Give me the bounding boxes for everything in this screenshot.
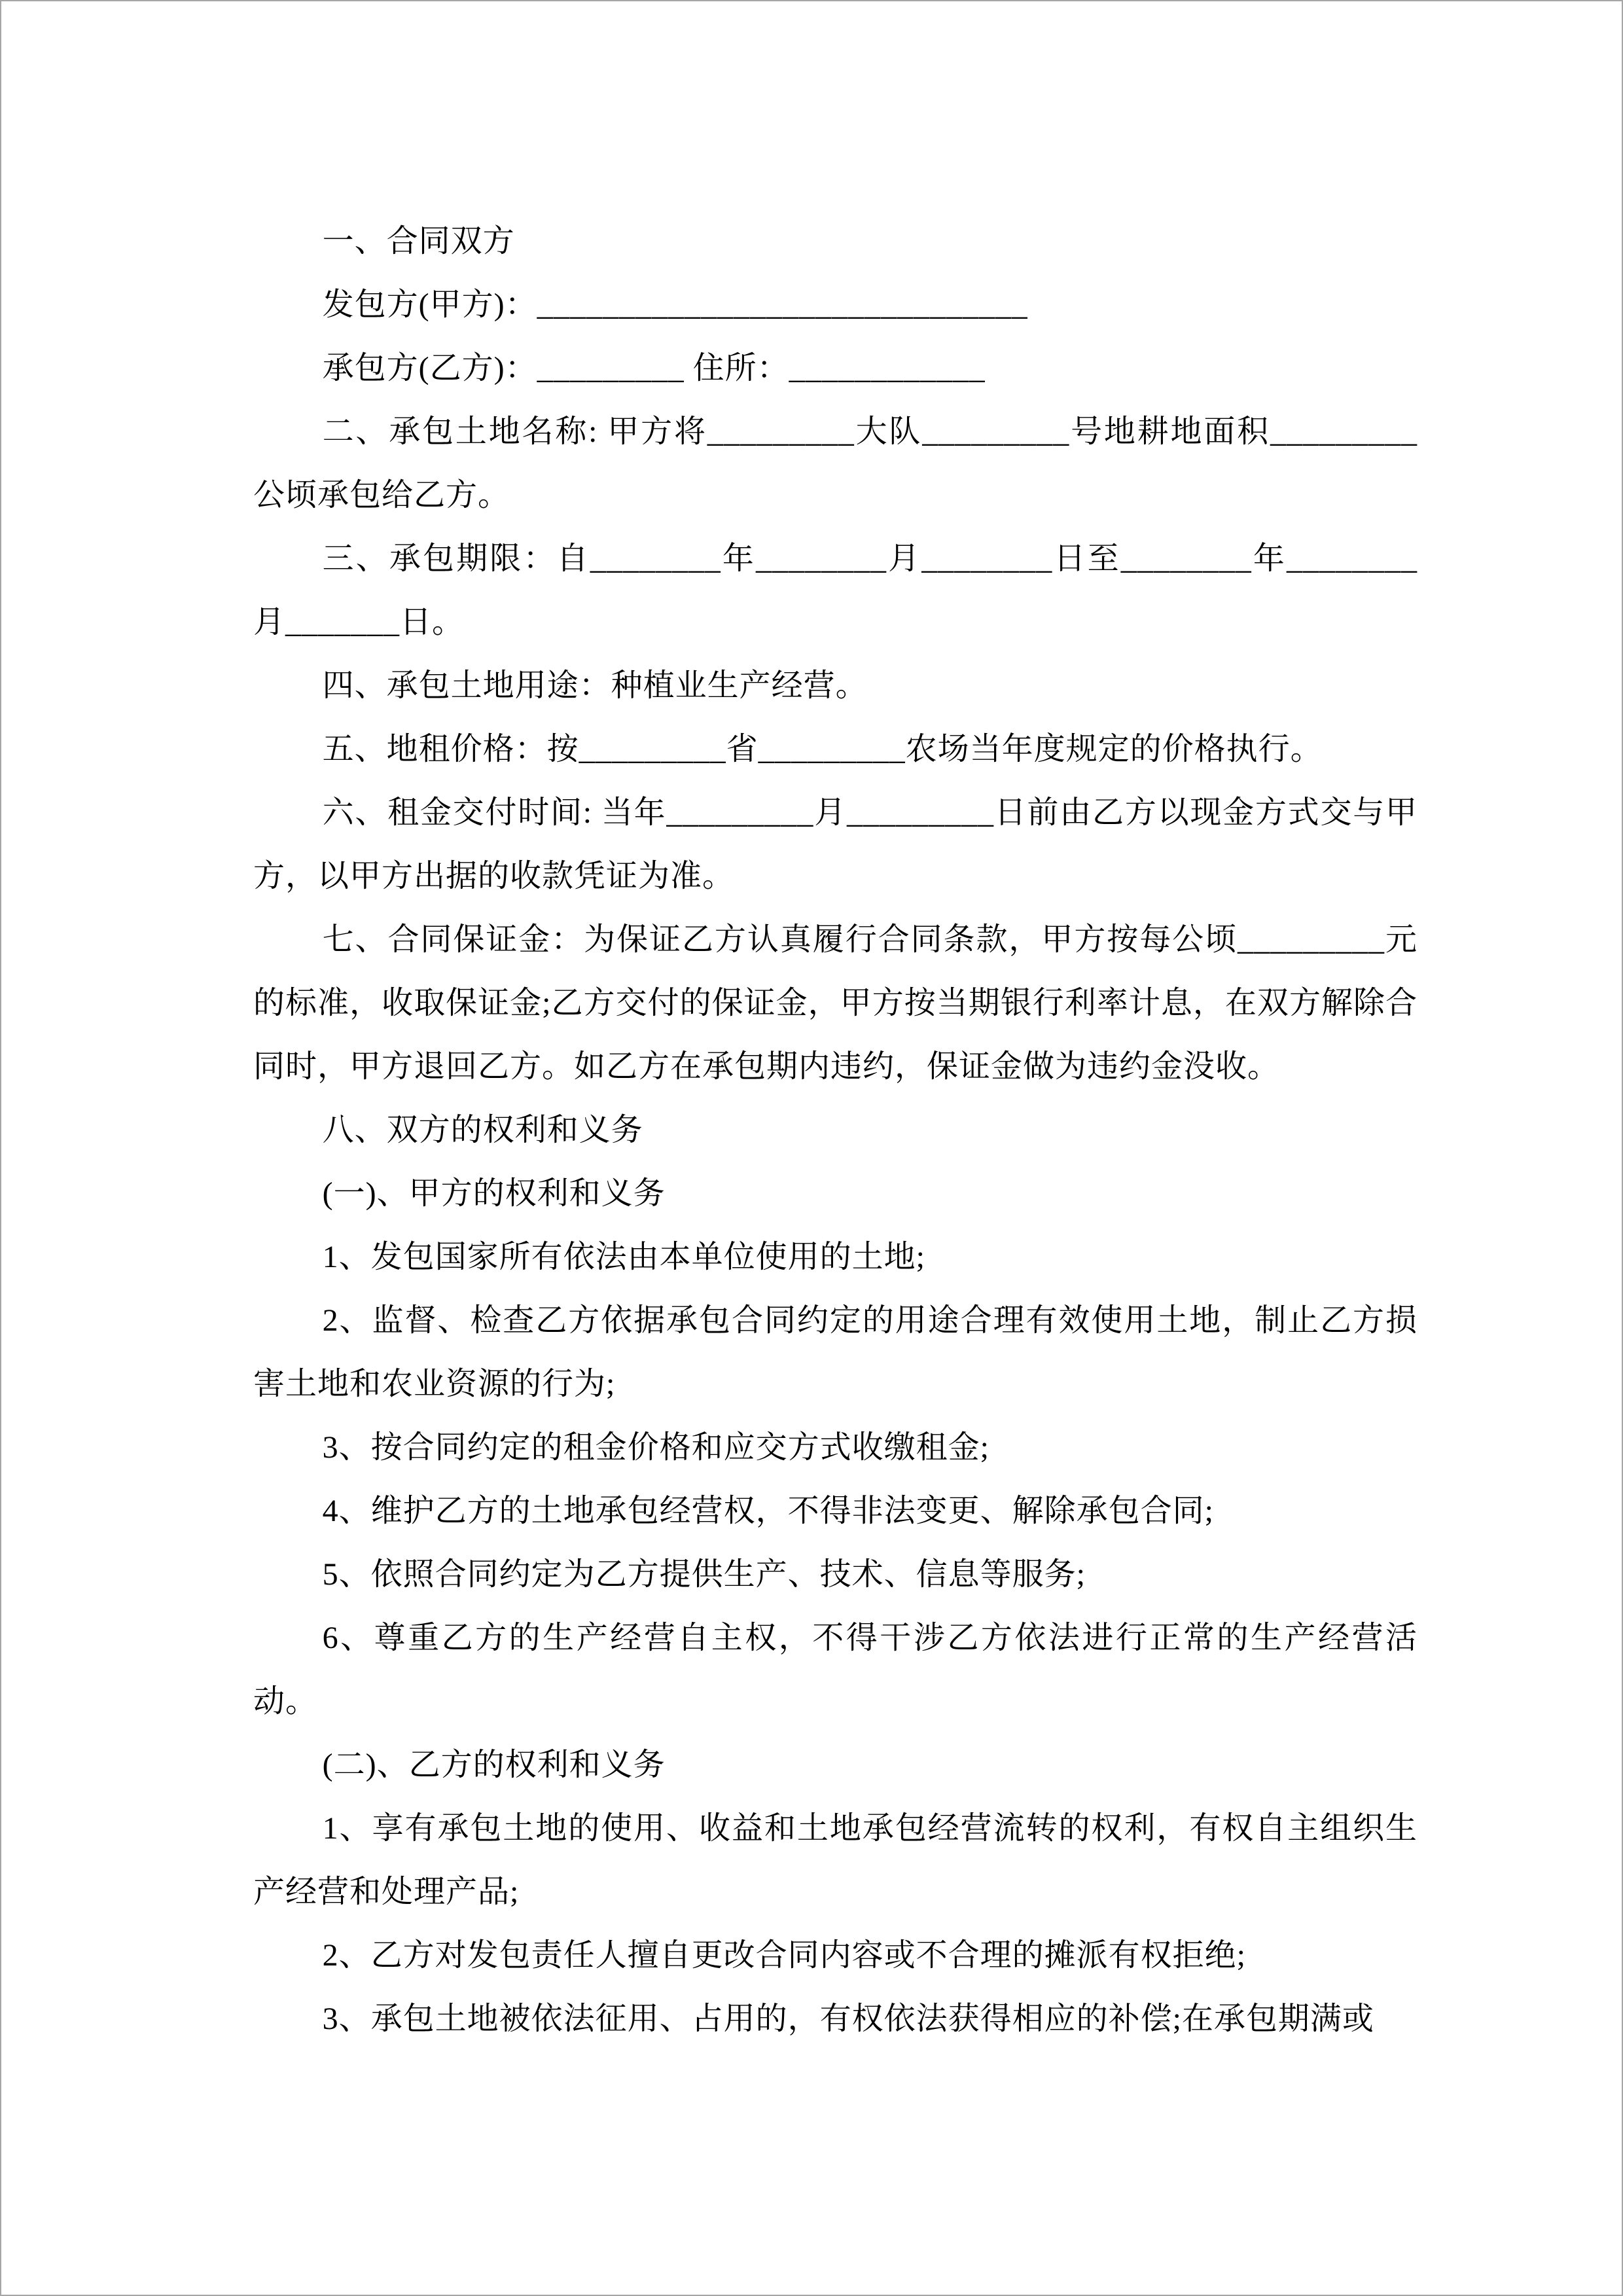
paragraph: 3、按合同约定的租金价格和应交方式收缴租金; [322, 1430, 990, 1465]
paragraph: (一)、甲方的权利和义务 [322, 1176, 666, 1211]
paragraph: 三、承包期限：自________年________月________日至________年________月_______日。 [253, 541, 1418, 639]
paragraph: 4、维护乙方的土地承包经营权，不得非法变更、解除承包合同; [322, 1494, 1214, 1528]
paragraph: 5、依照合同约定为乙方提供生产、技术、信息等服务; [322, 1557, 1086, 1592]
paragraph: 四、承包土地用途：种植业生产经营。 [322, 668, 868, 703]
paragraph: 五、地租价格：按_________省_________农场当年度规定的价格执行。 [322, 732, 1323, 766]
paragraph: 八、双方的权利和义务 [322, 1113, 643, 1147]
paragraph: (二)、乙方的权利和义务 [322, 1748, 666, 1782]
paragraph: 6、尊重乙方的生产经营自主权，不得干涉乙方依法进行正常的生产经营活动。 [253, 1621, 1418, 1719]
paragraph: 承包方(乙方)：_________ 住所：____________ [322, 351, 986, 386]
paragraph: 发包方(甲方)：______________________________ [322, 287, 1028, 322]
paragraph: 2、监督、检查乙方依据承包合同约定的用途合理有效使用土地，制止乙方损害土地和农业资源的行为; [253, 1303, 1418, 1401]
paragraph: 七、合同保证金：为保证乙方认真履行合同条款，甲方按每公顷_________元的标准，收取保证金;乙方交付的保证金，甲方按当期银行利率计息，在双方解除合同时，甲方退回乙方。如乙方在承包期内违约，保证金做为违约金没收。 [253, 922, 1418, 1084]
paragraph: 3、承包土地被依法征用、占用的，有权依法获得相应的补偿;在承包期满或 [322, 2001, 1374, 2036]
paragraph: 一、合同双方 [322, 224, 515, 259]
paragraph: 1、享有承包土地的使用、收益和土地承包经营流转的权利，有权自主组织生产经营和处理产品; [253, 1811, 1418, 1909]
paragraph: 2、乙方对发包责任人擅自更改合同内容或不合理的摊派有权拒绝; [322, 1938, 1246, 1973]
paragraph: 六、租金交付时间: 当年_________月_________日前由乙方以现金方式交与甲方，以甲方出据的收款凭证为准。 [253, 795, 1418, 893]
document-body [253, 209, 1418, 2051]
paragraph: 二、承包土地名称: 甲方将_________大队_________号地耕地面积_________公顷承包给乙方。 [253, 414, 1418, 512]
paragraph: 1、发包国家所有依法由本单位使用的土地; [322, 1240, 925, 1274]
